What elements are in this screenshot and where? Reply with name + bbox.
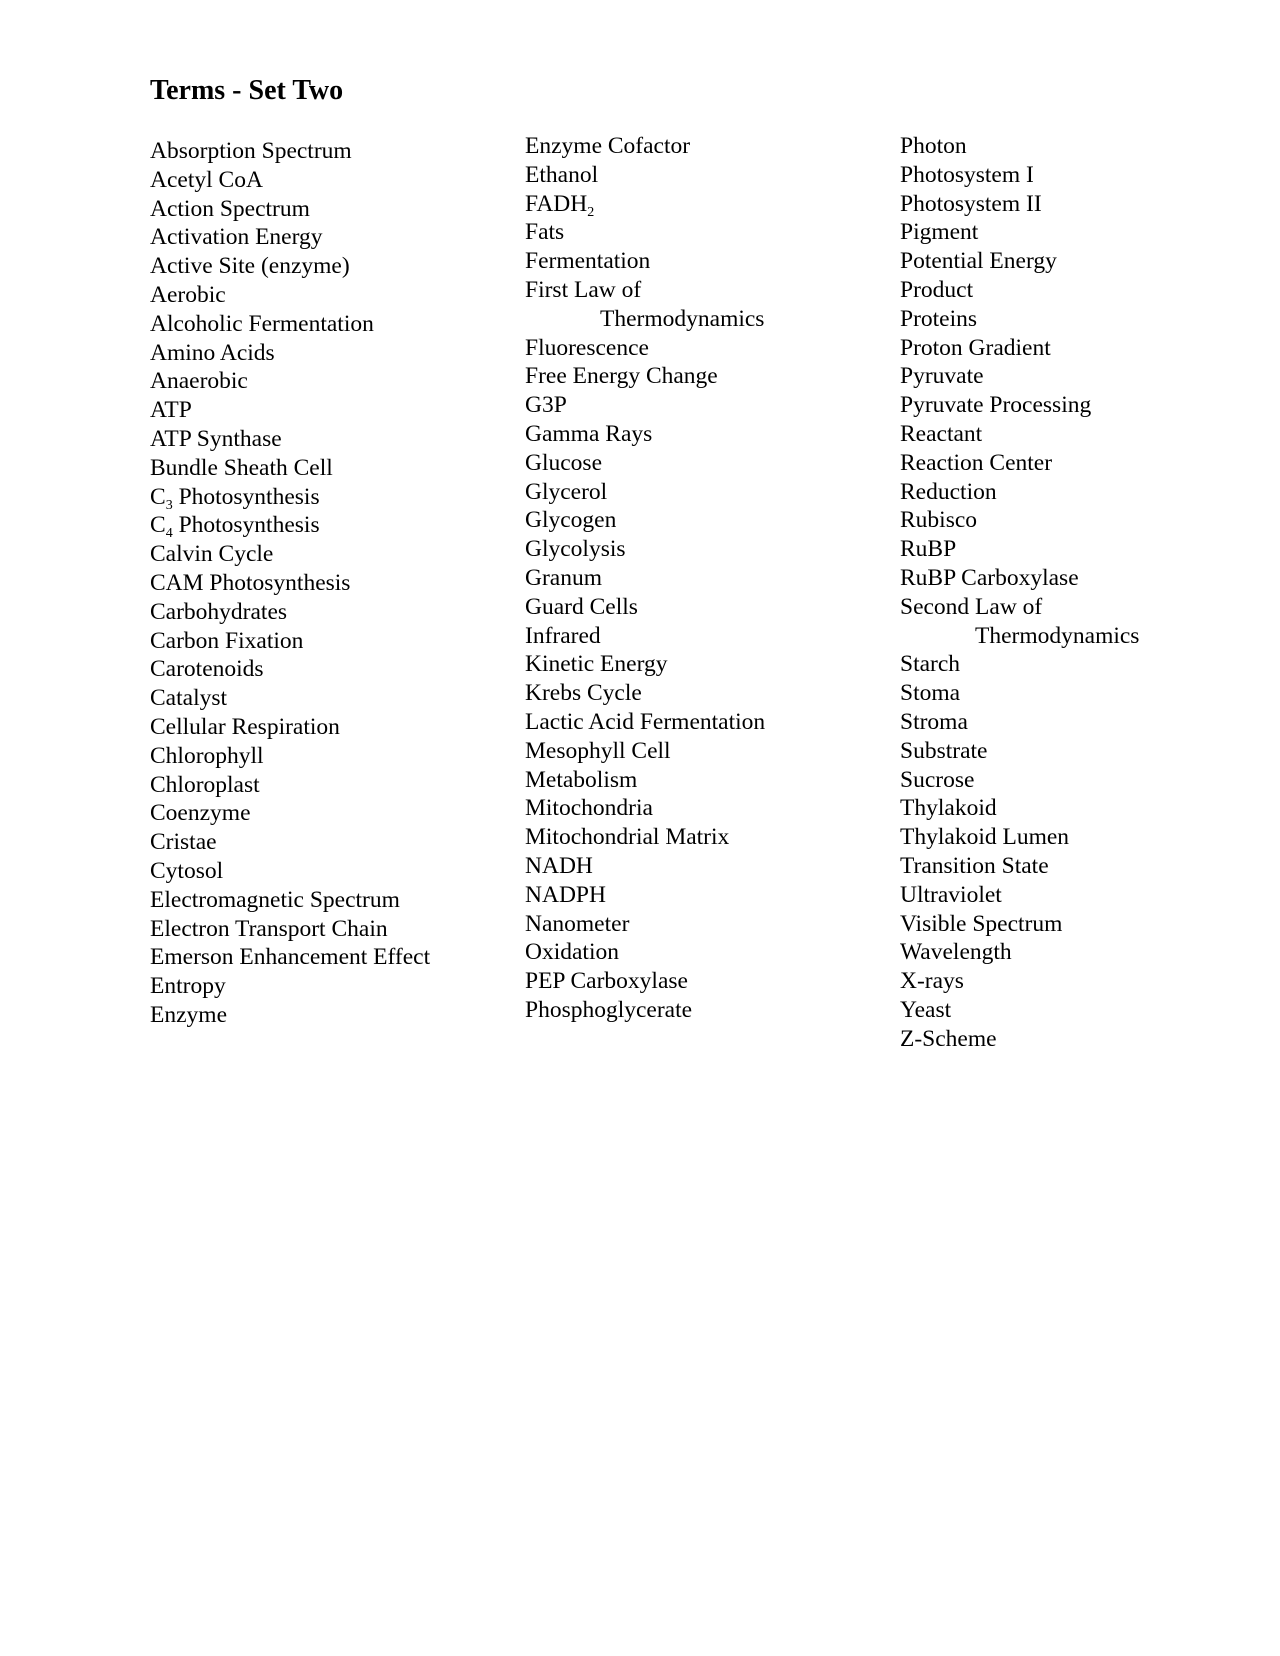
term-text: Proton Gradient	[900, 334, 1051, 361]
term-item	[150, 511, 430, 540]
term-item	[525, 247, 765, 276]
term-text: Electron Transport Chain	[150, 915, 388, 942]
term-item	[900, 190, 1139, 219]
term-item	[150, 857, 430, 886]
term-item	[900, 362, 1139, 391]
term-text: Lactic Acid Fermentation	[525, 708, 766, 735]
term-item	[150, 915, 430, 944]
term-item	[525, 996, 765, 1025]
term-item	[150, 425, 430, 454]
term-item	[525, 622, 765, 651]
term-item	[900, 564, 1139, 593]
term-item	[150, 886, 430, 915]
term-item	[900, 132, 1139, 161]
term-text: Pyruvate Processing	[900, 392, 1092, 419]
term-text: Emerson Enhancement Effect	[150, 944, 431, 971]
term-item	[525, 967, 765, 996]
term-text: Wavelength	[900, 939, 1012, 966]
term-item	[150, 195, 430, 224]
term-item	[150, 713, 430, 742]
term-item	[150, 569, 430, 598]
term-text-after: Photosynthesis	[172, 512, 320, 539]
term-text: Reduction	[900, 478, 997, 505]
term-item	[525, 276, 765, 305]
term-text: Alcoholic Fermentation	[150, 310, 374, 337]
term-item	[525, 449, 765, 478]
term-item	[525, 766, 765, 795]
terms-column-3	[900, 132, 1139, 1054]
term-continuation	[525, 305, 765, 334]
term-text: Krebs Cycle	[525, 680, 642, 707]
term-item	[525, 650, 765, 679]
term-item	[900, 478, 1139, 507]
term-text: Aerobic	[150, 281, 226, 308]
term-item	[900, 881, 1139, 910]
term-text: Anaerobic	[150, 368, 248, 395]
term-text: NADH	[525, 852, 593, 879]
term-text: Photosystem I	[900, 161, 1034, 188]
term-text: Mesophyll Cell	[525, 737, 671, 764]
term-text: Sucrose	[900, 766, 975, 793]
term-text: Kinetic Energy	[525, 651, 668, 678]
term-text: Coenzyme	[150, 800, 251, 827]
term-item	[900, 247, 1139, 276]
term-text: Proteins	[900, 305, 978, 332]
term-text: Transition State	[900, 852, 1049, 879]
term-text: C	[150, 512, 166, 539]
term-item	[900, 420, 1139, 449]
term-item	[150, 483, 430, 512]
term-text: Thermodynamics	[975, 622, 1140, 649]
term-item	[525, 420, 765, 449]
term-text: RuBP Carboxylase	[900, 564, 1079, 591]
term-text: Thermodynamics	[600, 305, 765, 332]
term-text: Stroma	[900, 708, 968, 735]
term-text: Fluorescence	[525, 334, 649, 361]
term-text: Pyruvate	[900, 363, 984, 390]
term-item	[900, 535, 1139, 564]
term-item	[150, 310, 430, 339]
term-text: Infrared	[525, 622, 601, 649]
term-text: Chlorophyll	[150, 742, 264, 769]
term-text: Action Spectrum	[150, 195, 310, 222]
term-item	[525, 737, 765, 766]
term-text: Guard Cells	[525, 593, 638, 620]
term-item	[900, 938, 1139, 967]
term-text: Cytosol	[150, 857, 224, 884]
term-text: Glycogen	[525, 507, 617, 534]
term-item	[525, 506, 765, 535]
term-text: Photosystem II	[900, 190, 1042, 217]
term-text: Carbon Fixation	[150, 627, 304, 654]
term-subscript: 3	[165, 497, 173, 513]
term-item	[150, 598, 430, 627]
term-item	[900, 593, 1139, 622]
term-text: Metabolism	[525, 766, 638, 793]
term-text: Glycerol	[525, 478, 608, 505]
term-item	[150, 223, 430, 252]
term-item	[525, 535, 765, 564]
term-item	[900, 852, 1139, 881]
term-text: NADPH	[525, 881, 606, 908]
term-text: Thylakoid Lumen	[900, 824, 1070, 851]
term-text: Reaction Center	[900, 449, 1053, 476]
term-text: Stoma	[900, 680, 961, 707]
term-item	[900, 823, 1139, 852]
term-text: Photon	[900, 133, 967, 159]
term-text: Product	[900, 276, 974, 303]
term-text: Glucose	[525, 449, 603, 476]
term-text: Yeast	[900, 996, 952, 1023]
term-item	[900, 910, 1139, 939]
term-item	[150, 799, 430, 828]
term-text: Calvin Cycle	[150, 541, 274, 568]
term-subscript: 4	[165, 526, 173, 542]
term-item	[150, 655, 430, 684]
term-text: Free Energy Change	[525, 363, 718, 390]
term-continuation	[900, 622, 1139, 651]
term-text: Electromagnetic Spectrum	[150, 886, 400, 913]
term-item	[525, 391, 765, 420]
term-subscript: 2	[587, 204, 595, 220]
term-text: Chloroplast	[150, 771, 260, 798]
term-text: First Law of	[525, 276, 642, 303]
term-item	[150, 367, 430, 396]
term-item	[900, 794, 1139, 823]
term-text: Absorption Spectrum	[150, 138, 352, 164]
term-item	[900, 334, 1139, 363]
term-text: Carbohydrates	[150, 598, 288, 625]
term-text: X-rays	[900, 968, 964, 995]
page-title: Terms - Set Two	[150, 75, 344, 106]
term-text: PEP Carboxylase	[525, 968, 688, 995]
term-item	[150, 742, 430, 771]
term-text: Potential Energy	[900, 248, 1057, 275]
term-item	[900, 391, 1139, 420]
term-item	[525, 161, 765, 190]
term-item	[900, 506, 1139, 535]
term-text: Enzyme Cofactor	[525, 133, 691, 159]
term-text: CAM Photosynthesis	[150, 569, 351, 596]
term-text: Visible Spectrum	[900, 910, 1063, 937]
term-text: Phosphoglycerate	[525, 996, 693, 1023]
term-text: Bundle Sheath Cell	[150, 454, 333, 481]
term-item	[150, 771, 430, 800]
term-text: Glycolysis	[525, 536, 626, 563]
term-text: Z-Scheme	[900, 1025, 997, 1052]
term-text: Cellular Respiration	[150, 713, 340, 740]
term-text: FADH	[525, 190, 588, 217]
term-item	[525, 881, 765, 910]
term-text: Catalyst	[150, 685, 228, 712]
term-text: Entropy	[150, 973, 226, 1000]
term-item	[900, 449, 1139, 478]
term-text: Second Law of	[900, 593, 1043, 620]
term-text: Fats	[525, 219, 565, 246]
term-item	[525, 910, 765, 939]
term-item	[900, 276, 1139, 305]
term-item	[525, 823, 765, 852]
term-text: Starch	[900, 651, 961, 678]
term-item	[900, 708, 1139, 737]
term-item	[150, 627, 430, 656]
term-item	[525, 478, 765, 507]
term-text: Acetyl CoA	[150, 166, 263, 193]
term-item	[525, 334, 765, 363]
term-item	[150, 684, 430, 713]
term-item	[525, 362, 765, 391]
term-item	[150, 252, 430, 281]
term-text: Ultraviolet	[900, 881, 1002, 908]
term-item	[525, 708, 765, 737]
term-text: G3P	[525, 392, 567, 419]
term-item	[150, 943, 430, 972]
term-item	[150, 166, 430, 195]
term-text: Enzyme	[150, 1001, 227, 1028]
term-item	[150, 137, 430, 166]
term-text: Active Site (enzyme)	[150, 253, 350, 280]
term-item	[150, 972, 430, 1001]
term-item	[525, 593, 765, 622]
term-text: Reactant	[900, 420, 983, 447]
term-item	[150, 1001, 430, 1030]
term-item	[900, 650, 1139, 679]
term-text: Fermentation	[525, 248, 651, 275]
term-text: Granum	[525, 564, 603, 591]
term-text: Carotenoids	[150, 656, 264, 683]
term-text: C	[150, 483, 166, 510]
term-text: Ethanol	[525, 161, 599, 188]
term-text-after: Photosynthesis	[172, 483, 320, 510]
term-text: Oxidation	[525, 939, 619, 966]
term-text: Mitochondrial Matrix	[525, 824, 730, 851]
term-item	[900, 305, 1139, 334]
term-text: ATP Synthase	[150, 425, 282, 452]
term-item	[525, 938, 765, 967]
term-item	[525, 679, 765, 708]
term-item	[900, 679, 1139, 708]
term-item	[150, 339, 430, 368]
term-item	[525, 190, 765, 219]
term-item	[150, 281, 430, 310]
term-item	[900, 218, 1139, 247]
term-text: Gamma Rays	[525, 420, 653, 447]
term-item	[900, 737, 1139, 766]
term-item	[525, 794, 765, 823]
term-text: Pigment	[900, 219, 979, 246]
term-item	[900, 1025, 1139, 1054]
term-item	[900, 766, 1139, 795]
term-item	[150, 540, 430, 569]
terms-column-2	[525, 132, 765, 1025]
term-item	[525, 852, 765, 881]
term-item	[900, 967, 1139, 996]
term-item	[900, 161, 1139, 190]
term-item	[150, 454, 430, 483]
term-item	[525, 132, 765, 161]
term-text: Cristae	[150, 829, 217, 856]
term-text: Thylakoid	[900, 795, 997, 822]
term-item	[150, 828, 430, 857]
term-text: Rubisco	[900, 507, 978, 534]
term-text: RuBP	[900, 536, 957, 563]
term-text: Substrate	[900, 737, 988, 764]
term-text: Activation Energy	[150, 224, 323, 251]
term-item	[900, 996, 1139, 1025]
term-text: ATP	[150, 397, 192, 424]
term-item	[525, 564, 765, 593]
terms-column-1	[150, 137, 430, 1030]
term-item	[525, 218, 765, 247]
term-text: Amino Acids	[150, 339, 275, 366]
term-text: Mitochondria	[525, 795, 653, 822]
term-item	[150, 396, 430, 425]
term-text: Nanometer	[525, 910, 630, 937]
